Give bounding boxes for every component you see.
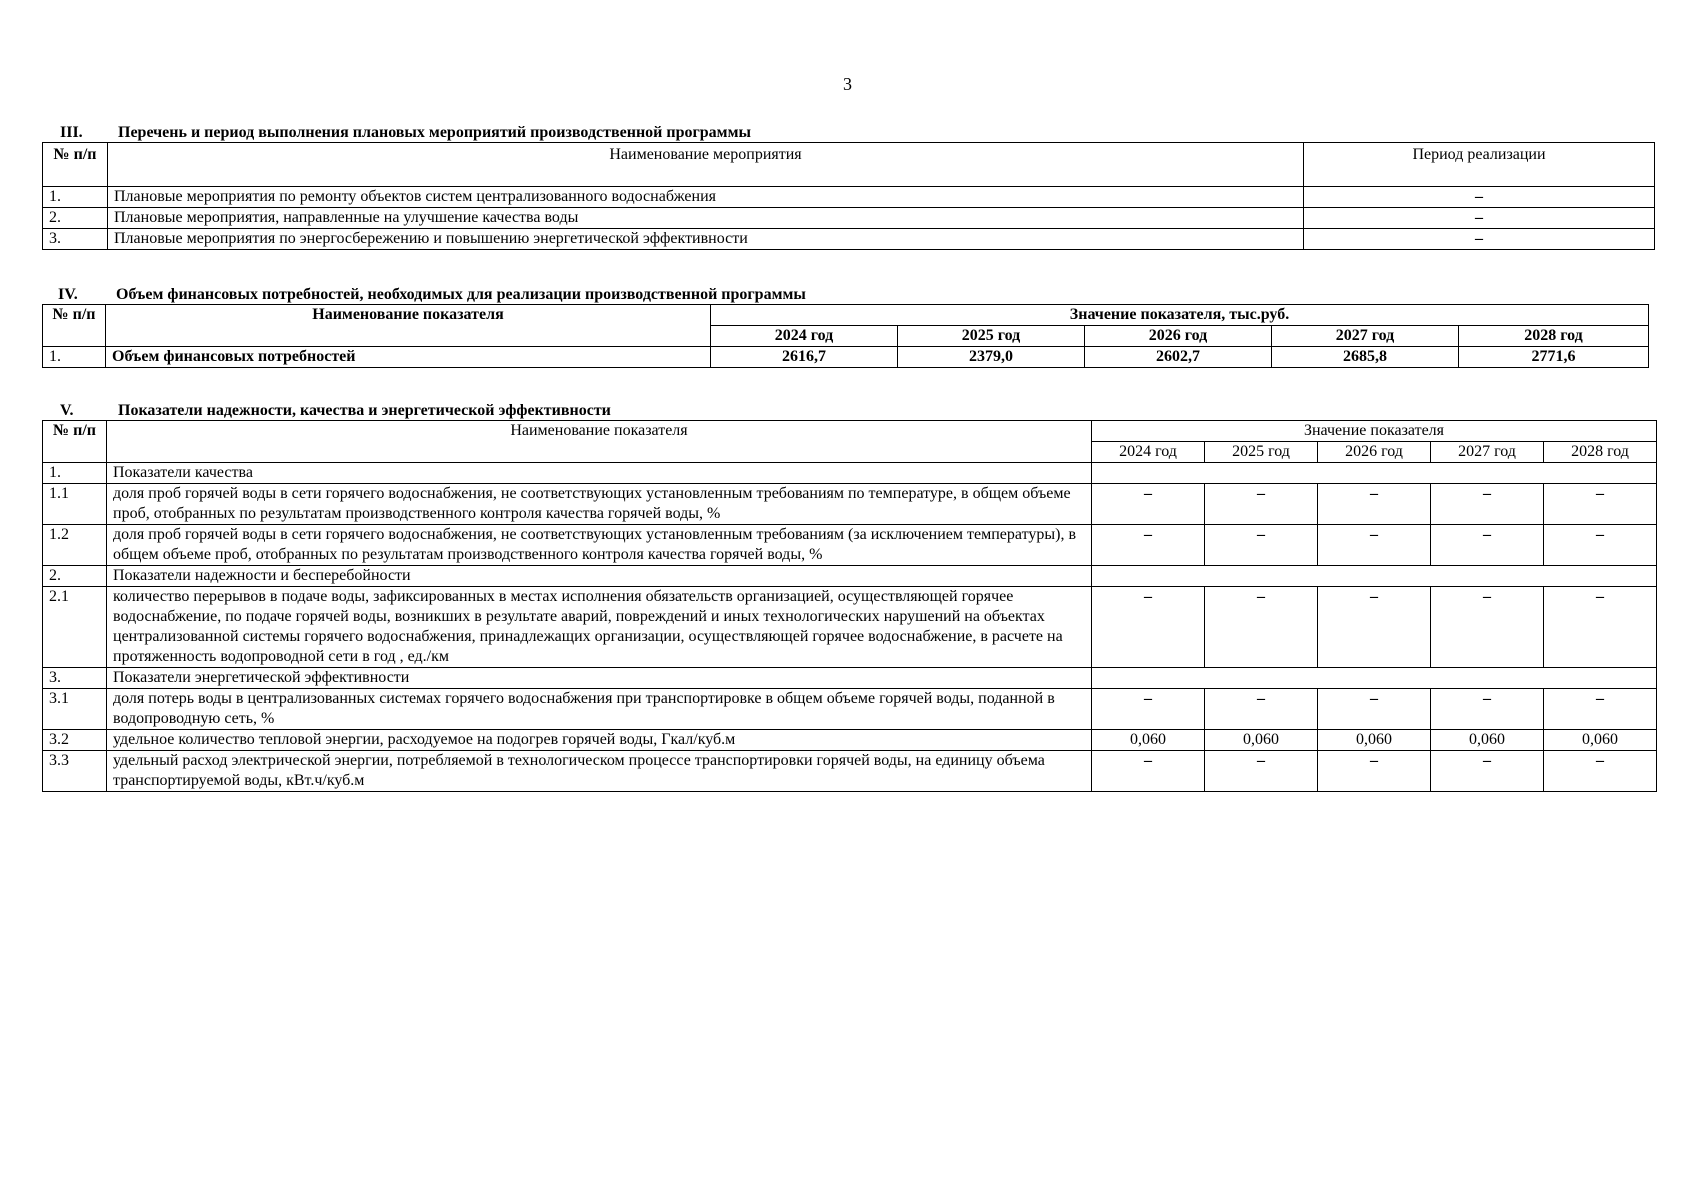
row-indicator-name: удельное количество тепловой энергии, расходуемое на подогрев горячей воды, Гкал/куб.м: [107, 730, 1092, 751]
table-row: [43, 208, 1655, 229]
header-year-2026: 2026 год: [1318, 442, 1431, 463]
value-2025: 2379,0: [898, 347, 1085, 368]
value-2026: –: [1318, 525, 1431, 566]
header-year-2027: 2027 год: [1431, 442, 1544, 463]
value-2027: –: [1431, 587, 1544, 668]
page-number: 3: [843, 74, 852, 94]
header-year-2027: 2027 год: [1272, 326, 1459, 347]
row-num: 2.: [43, 208, 108, 229]
group-empty-values: [1092, 566, 1657, 587]
row-period: –: [1304, 229, 1655, 250]
table-group-row: [43, 668, 1657, 689]
section-3-title: Перечень и период выполнения плановых мероприятий производственной программы: [118, 124, 751, 141]
section-5-roman: V.: [60, 402, 74, 419]
row-num: 2.: [43, 566, 107, 587]
row-period: –: [1304, 208, 1655, 229]
header-year-2028: 2028 год: [1544, 442, 1657, 463]
row-num: 1.: [43, 187, 108, 208]
value-2028: –: [1544, 484, 1657, 525]
value-2028: –: [1544, 525, 1657, 566]
header-year-2024: 2024 год: [1092, 442, 1205, 463]
section-3: [42, 124, 1655, 250]
row-num: 3.2: [43, 730, 107, 751]
value-2027: –: [1431, 689, 1544, 730]
header-num: № п/п: [43, 143, 108, 187]
value-2024: –: [1092, 751, 1205, 792]
table-row: [43, 229, 1655, 250]
row-indicator-name: Показатели качества: [107, 463, 1092, 484]
value-2026: 2602,7: [1085, 347, 1272, 368]
row-num: 3.: [43, 229, 108, 250]
value-2026: –: [1318, 689, 1431, 730]
table-header-row: [43, 421, 1657, 442]
row-indicator-name: Показатели надежности и бесперебойности: [107, 566, 1092, 587]
row-num: 3.3: [43, 751, 107, 792]
section-5-title: Показатели надежности, качества и энергетической эффективности: [118, 402, 611, 419]
section-4-roman: IV.: [58, 286, 78, 303]
row-activity-name: Плановые мероприятия по ремонту объектов систем централизованного водоснабжения: [108, 187, 1304, 208]
value-2027: –: [1431, 751, 1544, 792]
value-2028: –: [1544, 587, 1657, 668]
activities-table: [42, 142, 1655, 250]
value-2028: –: [1544, 689, 1657, 730]
value-2024: –: [1092, 689, 1205, 730]
header-year-2025: 2025 год: [1205, 442, 1318, 463]
row-indicator-name: количество перерывов в подаче воды, зафиксированных в местах исполнения обязательств организацией, осуществляющей горячее водоснабжение, по подаче горячей воды, возникших в результате аварий, повреждений и иных технологических нарушений на объектах централизованной системы горячего водоснабжения, принадлежащих организации, осуществляющей горячее водоснабжение, в расчете на протяженность водопроводной сети в год , ед./км: [107, 587, 1092, 668]
section-5-heading: [42, 402, 1657, 420]
indicators-table: [42, 420, 1657, 792]
section-3-heading: [42, 124, 1655, 142]
table-row: [43, 347, 1649, 368]
row-num: 2.1: [43, 587, 107, 668]
row-indicator-name: доля потерь воды в централизованных системах горячего водоснабжения при транспортировке в общем объеме горячей воды, поданной в водопроводную сеть, %: [107, 689, 1092, 730]
value-2025: –: [1205, 751, 1318, 792]
header-num: № п/п: [43, 421, 107, 463]
header-indicator-name: Наименование показателя: [107, 421, 1092, 463]
value-2025: 0,060: [1205, 730, 1318, 751]
header-period: Период реализации: [1304, 143, 1655, 187]
header-indicator-name: Наименование показателя: [106, 305, 711, 347]
value-2027: –: [1431, 484, 1544, 525]
value-2028: –: [1544, 751, 1657, 792]
row-indicator-name: доля проб горячей воды в сети горячего водоснабжения, не соответствующих установленным требованиям по температуре, в общем объеме проб, отобранных по результатам производственного контроля качества горячей воды, %: [107, 484, 1092, 525]
header-year-2028: 2028 год: [1459, 326, 1649, 347]
header-num: № п/п: [43, 305, 106, 347]
table-row: [43, 187, 1655, 208]
row-indicator-name: удельный расход электрической энергии, потребляемой в технологическом процессе транспортировки горячей воды, на единицу объема транспортируемой воды, кВт.ч/куб.м: [107, 751, 1092, 792]
group-empty-values: [1092, 463, 1657, 484]
row-indicator-name: Объем финансовых потребностей: [106, 347, 711, 368]
section-3-roman: III.: [60, 124, 83, 141]
table-header-row: [43, 143, 1655, 187]
table-group-row: [43, 463, 1657, 484]
value-2024: –: [1092, 587, 1205, 668]
row-num: 1.1: [43, 484, 107, 525]
row-activity-name: Плановые мероприятия по энергосбережению и повышению энергетической эффективности: [108, 229, 1304, 250]
value-2025: –: [1205, 525, 1318, 566]
header-year-2025: 2025 год: [898, 326, 1085, 347]
value-2027: 0,060: [1431, 730, 1544, 751]
row-num: 1.: [43, 347, 106, 368]
value-2026: –: [1318, 751, 1431, 792]
value-2024: –: [1092, 525, 1205, 566]
value-2025: –: [1205, 587, 1318, 668]
table-row: [43, 484, 1657, 525]
value-2025: –: [1205, 689, 1318, 730]
row-num: 1.: [43, 463, 107, 484]
row-num: 1.2: [43, 525, 107, 566]
value-2028: 0,060: [1544, 730, 1657, 751]
table-row: [43, 751, 1657, 792]
header-activity-name: Наименование мероприятия: [108, 143, 1304, 187]
value-2026: 0,060: [1318, 730, 1431, 751]
group-empty-values: [1092, 668, 1657, 689]
value-2024: –: [1092, 484, 1205, 525]
section-5: [42, 402, 1657, 792]
table-row: [43, 689, 1657, 730]
value-2025: –: [1205, 484, 1318, 525]
value-2024: 2616,7: [711, 347, 898, 368]
table-row: [43, 730, 1657, 751]
row-num: 3.1: [43, 689, 107, 730]
value-2026: –: [1318, 484, 1431, 525]
row-activity-name: Плановые мероприятия, направленные на улучшение качества воды: [108, 208, 1304, 229]
table-header-row: [43, 305, 1649, 326]
row-period: –: [1304, 187, 1655, 208]
row-indicator-name: доля проб горячей воды в сети горячего водоснабжения, не соответствующих установленным требованиям (за исключением температуры), в общем объеме проб, отобранных по результатам производственного контроля качества горячей воды, %: [107, 525, 1092, 566]
row-num: 3.: [43, 668, 107, 689]
table-group-row: [43, 566, 1657, 587]
header-year-2024: 2024 год: [711, 326, 898, 347]
section-4: [42, 286, 1649, 368]
header-year-2026: 2026 год: [1085, 326, 1272, 347]
financial-needs-table: [42, 304, 1649, 368]
header-value: Значение показателя, тыс.руб.: [711, 305, 1649, 326]
header-value: Значение показателя: [1092, 421, 1657, 442]
row-indicator-name: Показатели энергетической эффективности: [107, 668, 1092, 689]
table-row: [43, 587, 1657, 668]
value-2024: 0,060: [1092, 730, 1205, 751]
table-row: [43, 525, 1657, 566]
value-2027: 2685,8: [1272, 347, 1459, 368]
section-4-title: Объем финансовых потребностей, необходимых для реализации производственной программы: [116, 286, 806, 303]
value-2027: –: [1431, 525, 1544, 566]
section-4-heading: [42, 286, 1649, 304]
value-2028: 2771,6: [1459, 347, 1649, 368]
value-2026: –: [1318, 587, 1431, 668]
